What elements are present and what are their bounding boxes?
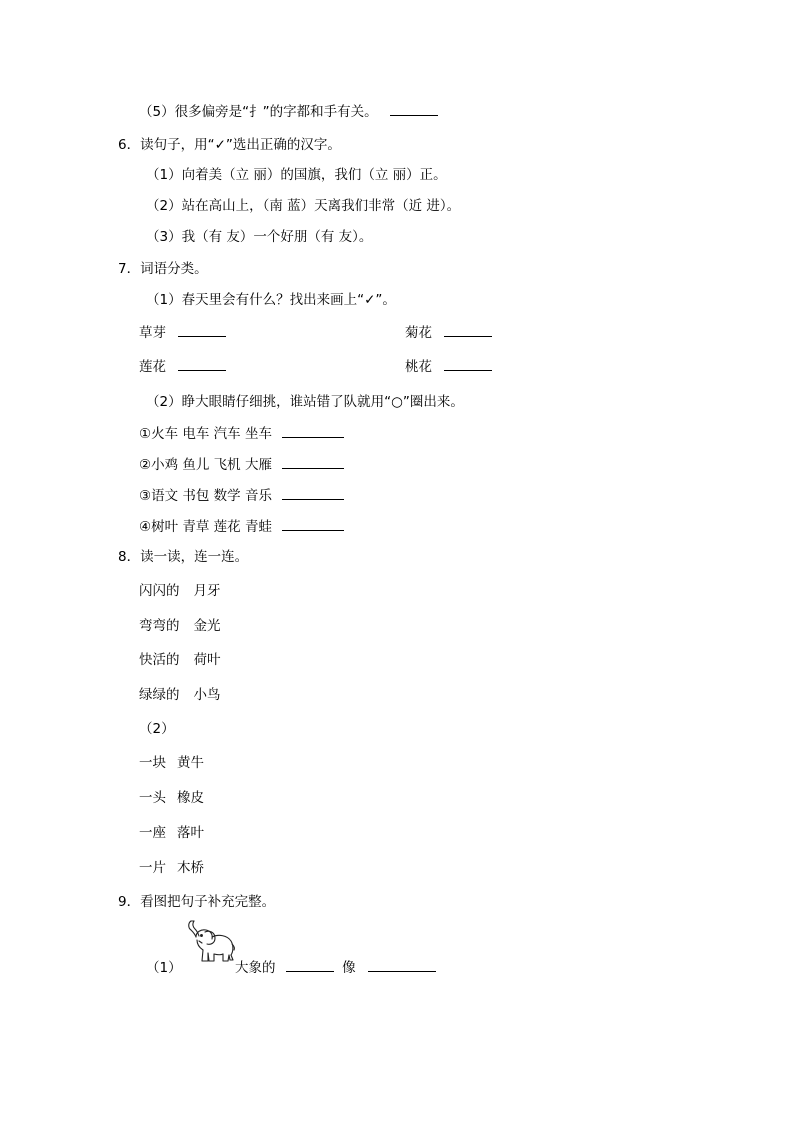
q9-sentence (235, 959, 436, 977)
word-label: 桃花 (405, 359, 432, 375)
answer-blank[interactable] (282, 425, 344, 438)
q7-group-1 (139, 425, 344, 443)
pair-right[interactable]: 落叶 (177, 825, 204, 841)
q8-title: 8．读一读，连一连。 (118, 549, 249, 565)
q6-item-3: （3）我（有 友）一个好朋（有 友）。 (146, 229, 373, 245)
q8-pair-5 (139, 754, 204, 772)
answer-blank[interactable] (282, 456, 344, 469)
q5-item-5 (139, 103, 438, 121)
q9-text-2: 像 (342, 960, 356, 976)
pair-left[interactable]: 闪闪的 (139, 583, 180, 599)
q7-title: 7．词语分类。 (118, 261, 208, 277)
word-label: 莲花 (139, 359, 166, 375)
pair-right[interactable]: 小鸟 (193, 687, 221, 703)
q8-pair-6 (139, 789, 204, 807)
q5-item-5-text: （5）很多偏旁是“扌”的字都和手有关。 (139, 104, 378, 120)
q9-num: （1） (146, 960, 182, 976)
q7-word-4 (405, 358, 492, 376)
q7-word-3 (139, 358, 226, 376)
q7-word-2 (405, 324, 492, 342)
pair-left[interactable]: 弯弯的 (139, 618, 180, 634)
q8-pair-2 (139, 617, 221, 635)
q7-part-2: （2）睁大眼睛仔细挑，谁站错了队就用“○”圈出来。 (146, 394, 464, 410)
answer-blank[interactable] (282, 487, 344, 500)
group-words: ③语文 书包 数学 音乐 (139, 488, 272, 504)
answer-blank[interactable] (178, 324, 226, 337)
pair-left[interactable]: 快活的 (139, 652, 180, 668)
answer-blank[interactable] (282, 518, 344, 531)
word-label: 菊花 (405, 325, 432, 341)
word-label: 草芽 (139, 325, 166, 341)
q6-item-2: （2）站在高山上，（南 蓝）天离我们非常（近 进）。 (146, 198, 461, 214)
pair-right[interactable]: 黄牛 (177, 755, 204, 771)
answer-blank[interactable] (444, 324, 492, 337)
q7-group-4 (139, 518, 344, 536)
pair-right[interactable]: 月牙 (193, 583, 221, 599)
q8-pair-4 (139, 686, 221, 704)
answer-blank[interactable] (286, 959, 334, 972)
pair-right[interactable]: 荷叶 (193, 652, 221, 668)
q9-text-1: 大象的 (235, 960, 276, 976)
group-words: ④树叶 青草 莲花 青蛙 (139, 519, 272, 535)
pair-right[interactable]: 木桥 (177, 860, 204, 876)
pair-left[interactable]: 一座 (139, 825, 166, 841)
group-words: ②小鸡 鱼儿 飞机 大雁 (139, 457, 272, 473)
q7-part-1: （1）春天里会有什么？找出来画上“✓”。 (146, 292, 396, 308)
pair-left[interactable]: 绿绿的 (139, 687, 180, 703)
q6-item-1: （1）向着美（立 丽）的国旗，我们（立 丽）正。 (146, 167, 447, 183)
answer-blank[interactable] (390, 103, 438, 116)
pair-right[interactable]: 橡皮 (177, 790, 204, 806)
q7-word-1 (139, 324, 226, 342)
q9-title: 9．看图把句子补充完整。 (118, 894, 276, 910)
q7-group-2 (139, 456, 344, 474)
q8-pair-1 (139, 582, 221, 600)
pair-left[interactable]: 一头 (139, 790, 166, 806)
group-words: ①火车 电车 汽车 坐车 (139, 426, 272, 442)
pair-left[interactable]: 一片 (139, 860, 166, 876)
pair-left[interactable]: 一块 (139, 755, 166, 771)
q7-group-3 (139, 487, 344, 505)
pair-right[interactable]: 金光 (193, 618, 221, 634)
q8-pair-8 (139, 859, 204, 877)
answer-blank[interactable] (444, 358, 492, 371)
q8-pair-7 (139, 824, 204, 842)
answer-blank[interactable] (178, 358, 226, 371)
q6-title: 6．读句子，用“✓”选出正确的汉字。 (118, 137, 341, 153)
answer-blank[interactable] (368, 959, 436, 972)
q8-pair-3 (139, 651, 221, 669)
elephant-icon (183, 917, 235, 971)
q8-part-2: （2） (139, 721, 175, 737)
